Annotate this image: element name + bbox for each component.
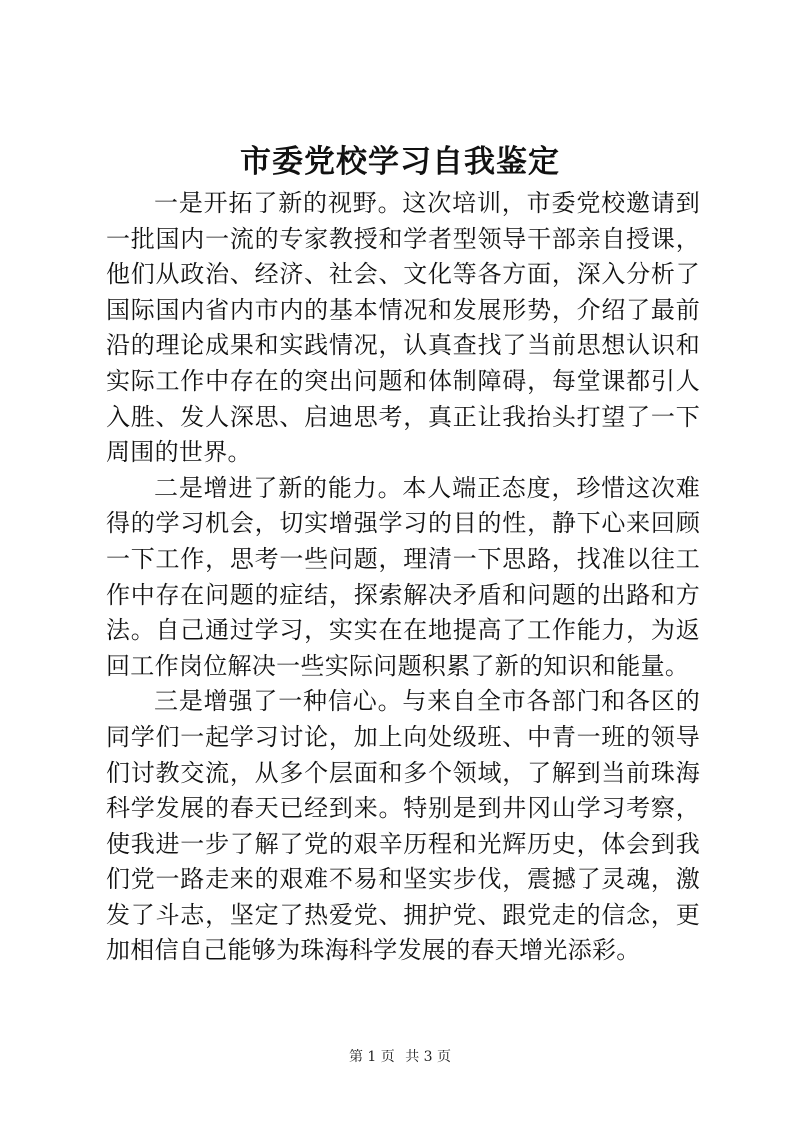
paragraph-3: 三是增强了一种信心。与来自全市各部门和各区的同学们一起学习讨论，加上向处级班、中青一班的领导们讨教交流，从多个层面和多个领域，了解到当前珠海科学发展的春天已经到来。特别是到井冈山学习考察，使我进一步了解了党的艰辛历程和光辉历史，体会到我们党一路走来的艰难不易和坚实步伐，震撼了灵魂，激发了斗志，坚定了热爱党、拥护党、跟党走的信念，更加相信自己能够为珠海科学发展的春天增光添彩。 bbox=[106, 687, 700, 965]
page-number: 第 1 页 bbox=[348, 1049, 395, 1065]
document-title: 市委党校学习自我鉴定 bbox=[240, 144, 560, 180]
page-total: 共 3 页 bbox=[405, 1049, 452, 1065]
paragraph-1: 一是开拓了新的视野。这次培训，市委党校邀请到一批国内一流的专家教授和学者型领导干部亲自授课，他们从政治、经济、社会、文化等各方面，深入分析了国际国内省内市内的基本情况和发展形势，介绍了最前沿的理论成果和实践情况，认真查找了当前思想认识和实际工作中存在的突出问题和体制障碍，每堂课都引人入胜、发人深思、启迪思考，真正让我抬头打望了一下周围的世界。 bbox=[106, 189, 700, 467]
document-body bbox=[106, 186, 700, 969]
paragraph-2: 二是增进了新的能力。本人端正态度，珍惜这次难得的学习机会，切实增强学习的目的性，静下心来回顾一下工作，思考一些问题，理清一下思路，找准以往工作中存在问题的症结，探索解决矛盾和问题的出路和方法。自己通过学习，实实在在地提高了工作能力，为返回工作岗位解决一些实际问题积累了新的知识和能量。 bbox=[106, 473, 700, 680]
page-footer bbox=[0, 1048, 800, 1066]
